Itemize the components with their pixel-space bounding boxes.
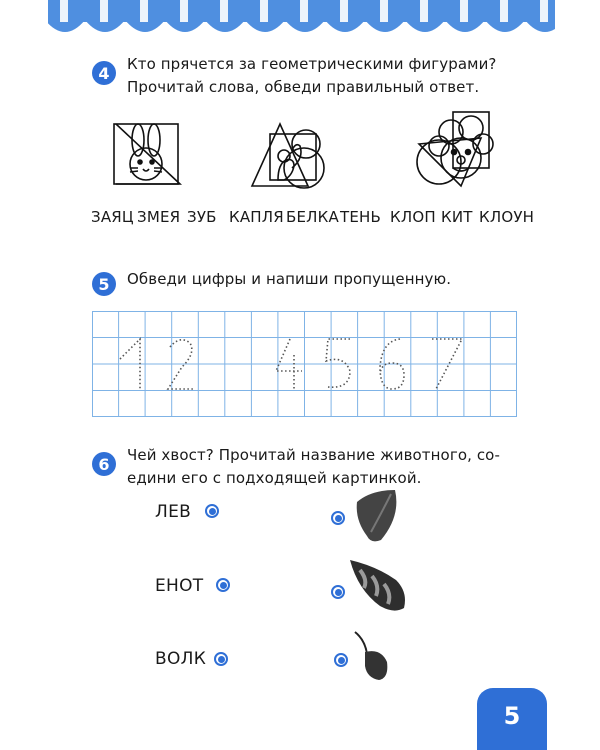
task-6-number: 6 bbox=[92, 452, 116, 476]
squirrel-icon bbox=[278, 145, 301, 180]
task-4-text-line-2: Прочитай слова, обведи правильный ответ. bbox=[127, 78, 480, 96]
word-option[interactable]: КИТ bbox=[441, 208, 473, 226]
word-option[interactable]: ЗМЕЯ bbox=[137, 208, 181, 226]
task-5-text: Обведи цифры и напиши пропущенную. bbox=[127, 270, 452, 288]
task-4-number: 4 bbox=[92, 61, 116, 85]
writing-grid[interactable] bbox=[92, 311, 517, 417]
task-6-text-line-1: Чей хвост? Прочитай название животного, со- bbox=[127, 446, 500, 464]
connect-dot-right[interactable] bbox=[331, 511, 345, 525]
word-option[interactable]: ЗУБ bbox=[187, 208, 217, 226]
word-option[interactable]: КЛОП bbox=[390, 208, 436, 226]
word-option[interactable]: КАПЛЯ bbox=[229, 208, 284, 226]
connect-dot-left[interactable] bbox=[216, 578, 230, 592]
word-option[interactable]: ЗАЯЦ bbox=[91, 208, 134, 226]
connect-dot-left[interactable] bbox=[205, 504, 219, 518]
clown-shapes-picture bbox=[411, 106, 511, 192]
squirrel-shapes-picture bbox=[248, 120, 334, 192]
animal-name: ВОЛК bbox=[155, 649, 207, 669]
rabbit-shapes-picture bbox=[108, 118, 190, 190]
connect-dot-right[interactable] bbox=[331, 585, 345, 599]
animal-name: ЕНОТ bbox=[155, 576, 204, 596]
task-6-text-line-2: едини его с подходящей картинкой. bbox=[127, 469, 422, 487]
page-number: 5 bbox=[477, 688, 547, 750]
raccoon-tail-icon bbox=[346, 556, 410, 616]
word-option[interactable]: ТЕНЬ bbox=[340, 208, 382, 226]
word-option[interactable]: КЛОУН bbox=[479, 208, 535, 226]
wolf-tail-icon bbox=[349, 628, 397, 684]
word-option[interactable]: БЕЛКА bbox=[286, 208, 339, 226]
task-5-number: 5 bbox=[92, 272, 116, 296]
task-4-text-line-1: Кто прячется за геометрическими фигурами? bbox=[127, 55, 497, 73]
animal-name: ЛЕВ bbox=[155, 502, 192, 522]
connect-dot-left[interactable] bbox=[214, 652, 228, 666]
top-banner bbox=[0, 0, 600, 45]
connect-dot-right[interactable] bbox=[334, 653, 348, 667]
lion-tail-icon bbox=[347, 486, 403, 546]
